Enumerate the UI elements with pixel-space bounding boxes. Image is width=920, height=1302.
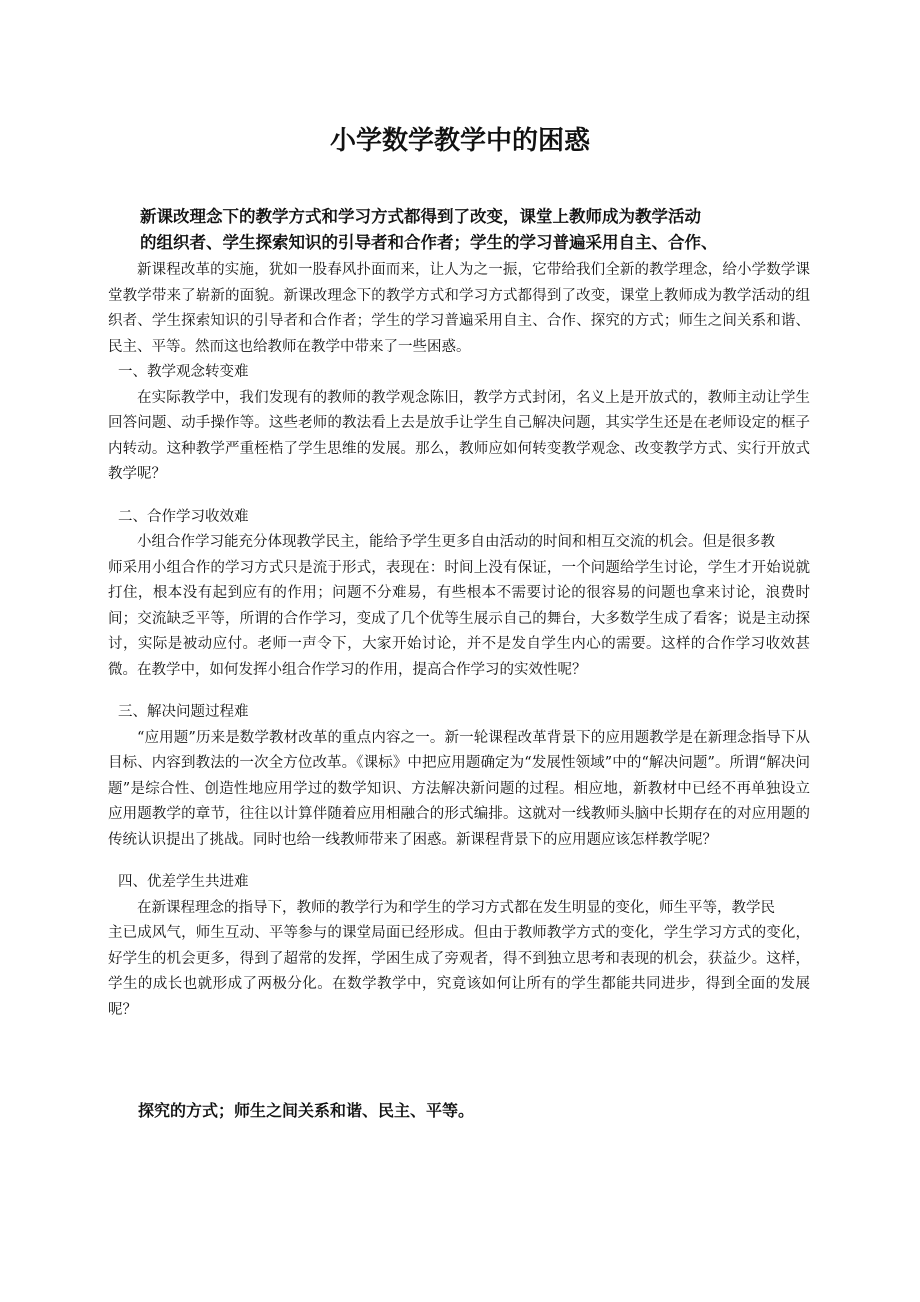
section-2-paragraph: 师采用小组合作的学习方式只是流于形式，表现在：时间上没有保证，一个问题给学生讨论，学生才开始说就打住，根本没有起到应有的作用；问题不分难易，有些根本不需要讨论的很容易的问题也拿来讨论，浪费时间；交流缺乏平等，所谓的合作学习，变成了几个优等生展示自己的舞台，大多数学生成了看客；说是主动探讨，实际是被动应付。老师一声令下，大家开始讨论，并不是发自学生内心的需要。这样的合作学习收效甚微。在教学中，如何发挥小组合作学习的作用，提高合作学习的实效性呢？: [108, 559, 810, 678]
document-title: 小学数学教学中的困惑: [329, 126, 590, 156]
spacer: [108, 488, 810, 505]
section-heading-4: 四、优差学生共进难: [118, 874, 249, 890]
section-heading-1: 一、教学观念转变难: [118, 364, 249, 380]
section-3-paragraph: “应用题”历来是数学教材改革的重点内容之一。新一轮课程改革背景下的应用题教学是在新理念指导下从目标、内容到教法的一次全方位改革。《课标》中把应用题确定为“发展性领域”中的“解决问题”。所谓“解决问题”是综合性、创造性地应用学过的数学知识、方法解决新问题的过程。相应地，新教材中已经不再单独设立应用题教学的章节，往往以计算伴随着应用相融合的形式编排。这就对一线教师头脑中长期存在的对应用题的传统认识提出了挑战。同时也给一线教师带来了困惑。新课程背景下的应用题应该怎样教学呢？: [108, 729, 810, 848]
intro-paragraph: 新课程改革的实施，犹如一股春风扑面而来，让人为之一振，它带给我们全新的教学理念，给小学数学课堂教学带来了崭新的面貌。新课改理念下的教学方式和学习方式都得到了改变，课堂上教师成为教学活动的组织者、学生探索知识的引导者和合作者；学生的学习普遍采用自主、合作、探究的方式；师生之间关系和谐、民主、平等。然而这也给教师在教学中带来了一些困惑。: [108, 262, 810, 355]
document-abstract: [140, 204, 820, 256]
section-4-paragraph: 在新课程理念的指导下，教师的教学行为和学生的学习方式都在发生明显的变化，师生平等，教学民: [137, 899, 775, 916]
section-4-paragraph: 主已成风气，师生互动、平等参与的课堂局面已经形成。但由于教师教学方式的变化，学生学习方式的变化，好学生的机会更多，得到了超常的发挥，学困生成了旁观者，得不到独立思考和表现的机会，获益少。这样，学生的成长也就形成了两极分化。在数学教学中，究竟该如何让所有的学生都能共同进步，得到全面的发展呢？: [108, 925, 810, 1018]
spacer: [108, 683, 810, 700]
abstract-line: 新课改理念下的教学方式和学习方式都得到了改变，课堂上教师成为教学活动: [140, 207, 701, 226]
section-1-paragraph: 在实际教学中，我们发现有的教师的教学观念陈旧，教学方式封闭，名义上是开放式的，教师主动让学生回答问题、动手操作等。这些老师的教法看上去是放手让学生自己解决问题，其实学生还是在老师设定的框子内转动。这种教学严重桎梏了学生思维的发展。那么，教师应如何转变教学观念、改变教学方式、实行开放式教学呢？: [108, 389, 810, 482]
closing-line: 探究的方式；师生之间关系和谐、民主、平等。: [138, 1101, 475, 1120]
spacer: [108, 853, 810, 870]
abstract-line: 的组织者、学生探索知识的引导者和合作者；学生的学习普遍采用自主、合作、: [140, 233, 718, 252]
section-2-paragraph: 小组合作学习能充分体现教学民主，能给予学生更多自由活动的时间和相互交流的机会。但是很多教: [137, 534, 775, 550]
section-heading-2: 二、合作学习收效难: [118, 508, 249, 525]
document-body: [108, 258, 810, 1023]
section-heading-3: 三、解决问题过程难: [118, 704, 249, 720]
